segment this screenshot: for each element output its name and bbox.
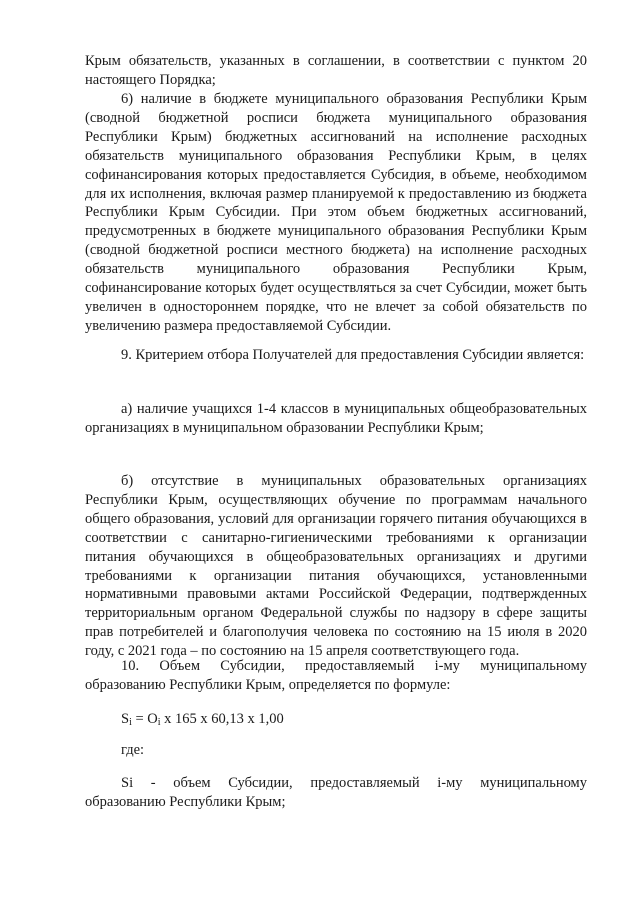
formula-s: S bbox=[121, 711, 130, 727]
paragraph-item-9b: б) отсутствие в муниципальных образовательных организациях Республики Крым, осуществляющих обучение по программам начального общего образования, условий для организации горячего питания обучающихся в соответствии с санитарно-гигиеническими требованиями к организации питания обучающихся в общеобразовательных организациях и другими требованиями к организации питания обучающихся, установленными нормативными правовыми актами Российской Федерации, подтвержденных территориальным органом Федеральной службы по надзору в сфере защиты прав потребителей и благополучия человека по состоянию на 15 июля в 2020 году, с 2021 года – по состоянию на 15 апреля соответствующего года. bbox=[85, 473, 587, 660]
paragraph-continuation: Крым обязательств, указанных в соглашении, в соответствии с пунктом 20 настоящего Порядка; bbox=[85, 53, 587, 88]
paragraph-item-9a: а) наличие учащихся 1-4 классов в муниципальных общеобразовательных организациях в муниципальном образовании Республики Крым; bbox=[85, 401, 587, 436]
formula-equals: = O bbox=[131, 711, 158, 727]
formula-rest: x 165 x 60,13 x 1,00 bbox=[160, 711, 284, 727]
formula-s-subscript: i bbox=[129, 717, 132, 728]
formula bbox=[85, 710, 587, 733]
paragraph-item-6: 6) наличие в бюджете муниципального образования Республики Крым (сводной бюджетной росписи бюджета муниципального образования Республики Крым) бюджетных ассигнований на исполнение расходных обязательств муниципального образования Республики Крым, в целях софинансирования которых предоставляется Субсидия, в объеме, необходимом для их исполнения, включая размер планируемой к предоставлению из бюджета Республики Крым Субсидии. При этом объем бюджетных ассигнований, предусмотренных в бюджете муниципального образования Республики Крым (сводной бюджетной росписи местного бюджета) на исполнение расходных обязательств муниципального образования Республики Крым, софинансирование которых будет осуществляться за счет Субсидии, может быть увеличен в одностороннем порядке, что не влечет за собой обязательств по увеличению размера предоставляемой Субсидии. bbox=[85, 91, 587, 334]
paragraph-item-9: 9. Критерием отбора Получателей для предоставления Субсидии является: bbox=[121, 347, 585, 363]
formula-o-subscript: i bbox=[157, 717, 161, 728]
paragraph-si-definition: Si - объем Субсидии, предоставляемый i-му муниципальному образованию Республики Крым; bbox=[85, 775, 587, 810]
where-label: где: bbox=[121, 742, 145, 758]
paragraph-item-10: 10. Объем Субсидии, предоставляемый i-му муниципальному образованию Республики Крым, определяется по формуле: bbox=[85, 658, 587, 693]
